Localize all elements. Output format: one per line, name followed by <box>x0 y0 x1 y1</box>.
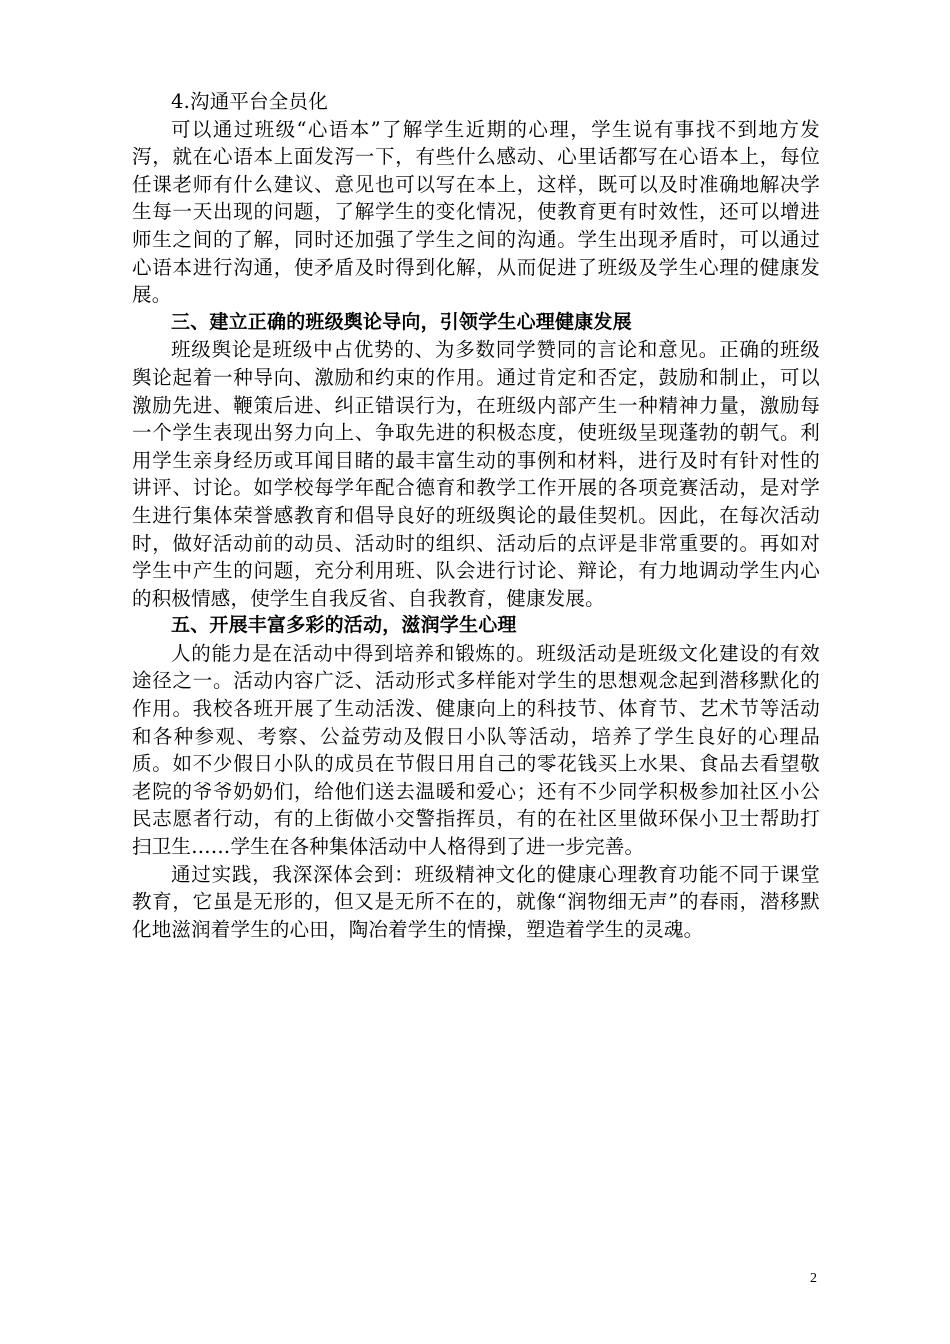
body-paragraph: 可以通过班级“心语本”了解学生近期的心理，学生说有事找不到地方发泻，就在心语本上面发泻一下，有些什么感动、心里话都写在心语本上，每位任课老师有什么建议、意见也可以写在本上，这样，既可以及时准确地解决学生每一天出现的问题，了解学生的变化情况，使教育更有时效性，还可以增进师生之间的了解，同时还加强了学生之间的沟通。学生出现矛盾时，可以通过心语本进行沟通，使矛盾及时得到化解，从而促进了班级及学生心理的健康发展。 <box>132 117 820 307</box>
section-item-title: 4.沟通平台全员化 <box>171 90 328 113</box>
page-number: 2 <box>810 1271 817 1286</box>
body-paragraph: 通过实践，我深深体会到：班级精神文化的健康心理教育功能不同于课堂教育，它虽是无形的，但又是无所不在的，就像“润物细无声”的春雨，潜移默化地滋润着学生的心田，陶冶着学生的情操，塑造着学生的灵魂。 <box>132 862 820 941</box>
document-page <box>132 88 820 943</box>
section-heading: 三、建立正确的班级舆论导向，引领学生心理健康发展 <box>171 310 632 333</box>
section-heading: 五、开展丰富多彩的活动，滋润学生心理 <box>171 614 517 637</box>
body-paragraph: 人的能力是在活动中得到培养和锻炼的。班级活动是班级文化建设的有效途径之一。活动内容广泛、活动形式多样能对学生的思想观念起到潜移默化的作用。我校各班开展了生动活泼、健康向上的科技节、体育节、艺术节等活动和各种参观、考察、公益劳动及假日小队等活动，培养了学生良好的心理品质。如不少假日小队的成员在节假日用自己的零花钱买上水果、食品去看望敬老院的爷爷奶奶们，给他们送去温暖和爱心；还有不少同学积极参加社区小公民志愿者行动，有的上街做小交警指挥员，有的在社区里做环保小卫士帮助打扫卫生……学生在各种集体活动中人格得到了进一步完善。 <box>132 641 820 859</box>
body-paragraph: 班级舆论是班级中占优势的、为多数同学赞同的言论和意见。正确的班级舆论起着一种导向、激励和约束的作用。通过肯定和否定，鼓励和制止，可以激励先进、鞭策后进、纠正错误行为，在班级内部产生一种精神力量，激励每一个学生表现出努力向上、争取先进的积极态度，使班级呈现蓬勃的朝气。利用学生亲身经历或耳闻目睹的最丰富生动的事例和材料，进行及时有针对性的讲评、讨论。如学校每学年配合德育和教学工作开展的各项竞赛活动，是对学生进行集体荣誉感教育和倡导良好的班级舆论的最佳契机。因此，在每次活动时，做好活动前的动员、活动时的组织、活动后的点评是非常重要的。再如对学生中产生的问题，充分利用班、队会进行讨论、辩论，有力地调动学生内心的积极情感，使学生自我反省、自我教育，健康发展。 <box>132 338 820 610</box>
